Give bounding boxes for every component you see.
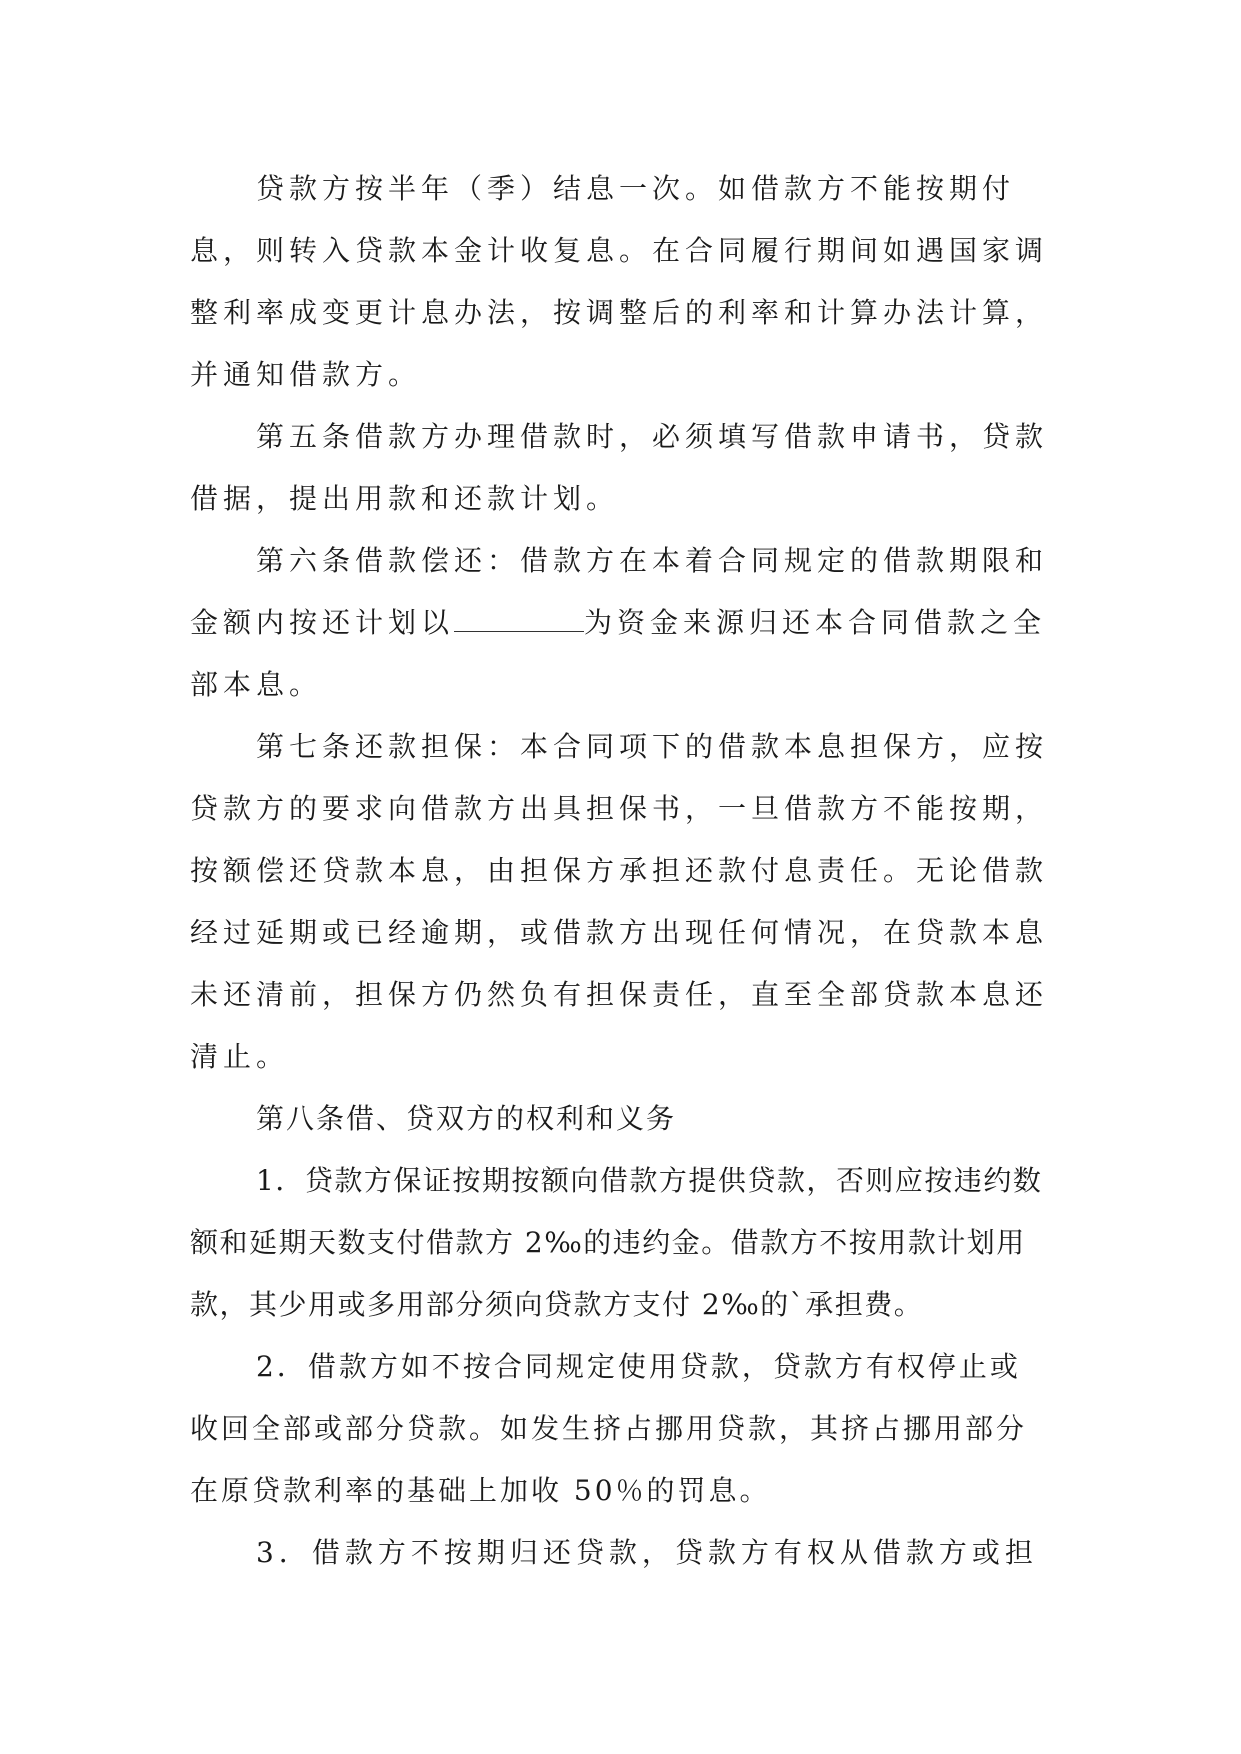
paragraph-article-7: 第七条还款担保：本合同项下的借款本息担保方，应按贷款方的要求向借款方出具担保书，一旦借款方不能按期，按额偿还贷款本息，由担保方承担还款付息责任。无论借款经过延期或已经逾期，或借款方出现任何情况，在贷款本息未还清前，担保方仍然负有担保责任，直至全部贷款本息还清止。 <box>190 730 1049 1073</box>
fill-in-blank <box>454 607 584 632</box>
contract-body <box>190 158 1050 1584</box>
paragraph-article-8-heading: 第八条借、贷双方的权利和义务 <box>256 1102 677 1135</box>
paragraph-article-5: 第五条借款方办理借款时，必须填写借款申请书，贷款借据，提出用款和还款计划。 <box>190 420 1049 515</box>
article-6-text-after: 为资金来源归还本合同借款之全部本息。 <box>190 606 1047 701</box>
paragraph-article-8-item-1: 1．贷款方保证按期按额向借款方提供贷款，否则应按违约数额和延期天数支付借款方 2‰的违约金。借款方不按用款计划用款，其少用或多用部分须向贷款方支付 2‰的`承担费。 <box>190 1164 1043 1321</box>
paragraph-article-8-item-3: 3．借款方不按期归还贷款，贷款方有权从借款方或担 <box>256 1536 1038 1569</box>
paragraph-interest-settlement: 贷款方按半年（季）结息一次。如借款方不能按期付息，则转入贷款本金计收复息。在合同履行期间如遇国家调整利率成变更计息办法，按调整后的利率和计算办法计算，并通知借款方。 <box>190 172 1049 391</box>
paragraph-article-6 <box>190 530 1050 716</box>
paragraph-article-8-item-2: 2．借款方如不按合同规定使用贷款，贷款方有权停止或收回全部或部分贷款。如发生挤占挪用贷款，其挤占挪用部分在原贷款利率的基础上加收 50％的罚息。 <box>190 1350 1028 1507</box>
article-6-text-before: 第六条借款偿还：借款方在本着合同规定的借款期限和金额内按还计划以 <box>190 544 1049 639</box>
